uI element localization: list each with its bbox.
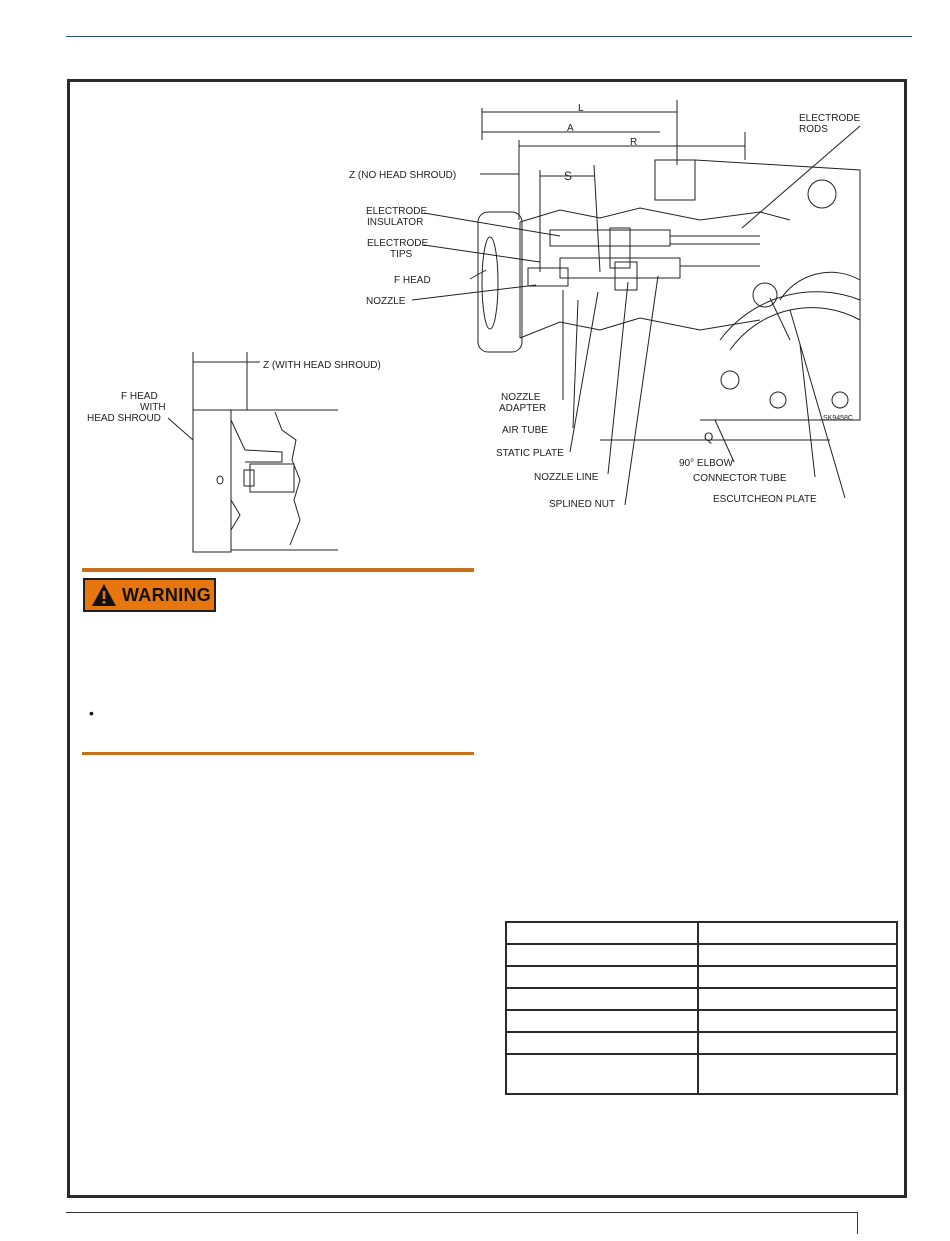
label-escutcheon-plate: ESCUTCHEON PLATE <box>713 494 817 505</box>
label-electrode-tips-2: TIPS <box>390 249 413 260</box>
label-air-tube: AIR TUBE <box>502 425 548 436</box>
label-z-with-shroud: Z (WITH HEAD SHROUD) <box>263 360 381 371</box>
warning-bullet: • <box>89 705 94 721</box>
footer-rule <box>66 1212 858 1213</box>
label-f-head: F HEAD <box>394 275 431 286</box>
label-nozzle-adapter-2: ADAPTER <box>499 403 547 414</box>
table-row <box>506 1032 897 1054</box>
dimension-label-A: A <box>567 123 574 134</box>
label-splined-nut: SPLINED NUT <box>549 499 616 510</box>
label-electrode-rods-1: ELECTRODE <box>799 113 861 124</box>
dimension-label-R: R <box>630 137 638 148</box>
label-nozzle-adapter-1: NOZZLE <box>501 392 541 403</box>
header-rule <box>66 36 912 37</box>
table-row <box>506 922 897 944</box>
label-z-no-shroud: Z (NO HEAD SHROUD) <box>349 170 457 181</box>
label-f-head-shroud-1: F HEAD <box>121 391 158 402</box>
dimension-label-L: L <box>578 103 584 114</box>
drawing-code: SK9458C <box>823 415 853 422</box>
label-static-plate: STATIC PLATE <box>496 448 564 459</box>
label-nozzle-line: NOZZLE LINE <box>534 472 599 483</box>
dimension-label-S: S <box>564 169 573 183</box>
warning-badge <box>83 578 216 612</box>
warning-triangle-icon <box>91 583 117 607</box>
label-electrode-tips-1: ELECTRODE <box>367 238 429 249</box>
label-90-elbow: 90° ELBOW <box>679 458 734 469</box>
table-row <box>506 988 897 1010</box>
warning-bottom-rule <box>82 752 474 755</box>
table-row <box>506 944 897 966</box>
warning-top-rule <box>82 568 474 572</box>
dimension-label-Q: Q <box>704 430 714 444</box>
footer-tick <box>857 1212 858 1234</box>
label-electrode-insulator-1: ELECTRODE <box>366 206 428 217</box>
label-connector-tube: CONNECTOR TUBE <box>693 473 787 484</box>
spec-table <box>505 921 898 1095</box>
label-electrode-rods-2: RODS <box>799 124 828 135</box>
label-f-head-shroud-3: HEAD SHROUD <box>87 413 161 424</box>
label-nozzle: NOZZLE <box>366 296 406 307</box>
table-row <box>506 1054 897 1094</box>
head-shroud-diagram <box>80 350 420 560</box>
table-row <box>506 966 897 988</box>
table-row <box>506 1010 897 1032</box>
label-electrode-insulator-2: INSULATOR <box>367 217 424 228</box>
warning-label: WARNING <box>122 584 212 605</box>
label-f-head-shroud-2: WITH <box>140 402 166 413</box>
